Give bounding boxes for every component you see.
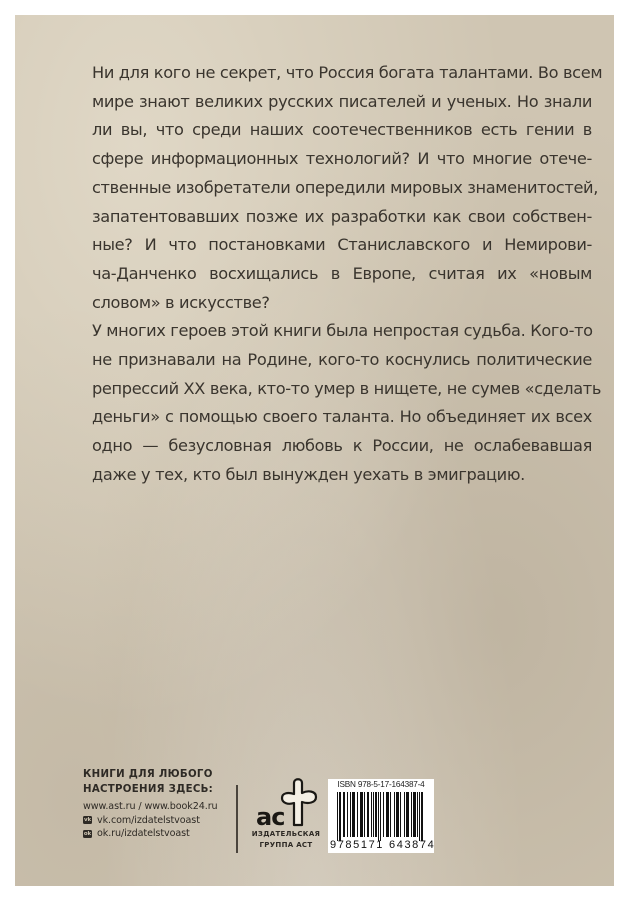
blurb-line: ча-Данченко восхищались в Европе, считая их «новым xyxy=(92,263,592,283)
vk-icon: vk xyxy=(83,817,92,824)
blurb-line: ные? И что постановками Станиславского и Немирови- xyxy=(92,235,592,255)
barcode-digits-left: 785171 xyxy=(337,839,385,851)
publisher-contacts xyxy=(83,768,233,841)
blurb-line: мире знают великих русских писателей и ученых. Но знали xyxy=(92,91,592,111)
ok-link-text: ok.ru/izdatelstvoast xyxy=(97,828,190,840)
svg-text:ac: ac xyxy=(256,803,285,829)
blurb-line: сфере информационных технологий? И что многие отече- xyxy=(92,149,592,169)
isbn-barcode xyxy=(328,779,434,853)
blurb-line: не признавали на Родине, кого-то коснулись политические xyxy=(92,350,592,370)
barcode-digits-right: 643874 xyxy=(389,839,436,851)
blurb-line: деньги» с помощью своего таланта. Но объединяет их всех xyxy=(92,407,592,427)
contacts-heading-line-2: НАСТРОЕНИЯ ЗДЕСЬ: xyxy=(83,783,214,795)
blurb-line: даже у тех, кто был вынужден уехать в эмиграцию. xyxy=(92,464,525,484)
blurb-line: запатентовавших позже их разработки как свои собствен- xyxy=(92,206,592,226)
barcode-digits xyxy=(330,839,434,851)
vk-link[interactable] xyxy=(83,814,233,828)
barcode-digit-first: 9 xyxy=(330,839,338,851)
publisher-caption-line-2: ГРУППА АСТ xyxy=(259,840,313,849)
blurb-line: Ни для кого не секрет, что Россия богата талантами. Во всем xyxy=(92,63,603,82)
book-back-cover xyxy=(15,15,614,886)
barcode-bars xyxy=(337,792,429,841)
ast-logo-icon xyxy=(252,775,322,829)
odnoklassniki-icon: ok xyxy=(83,830,92,837)
blurb-paragraph-1 xyxy=(92,59,603,317)
blurb-line: ли вы, что среди наших соотечественников есть гении в xyxy=(92,120,592,140)
isbn-label: ISBN 978-5-17-164387-4 xyxy=(337,780,425,789)
blurb-line: репрессий XX века, кто-то умер в нищете, не сумев «сделать xyxy=(92,378,602,398)
vk-link-text: vk.com/izdatelstvoast xyxy=(97,814,200,826)
blurb-line: У многих героев этой книги была непростая судьба. Кого-то xyxy=(92,321,593,341)
blurb-line: словом» в искусстве? xyxy=(92,292,270,312)
websites-link[interactable] xyxy=(83,800,233,814)
blurb-line: ственные изобретатели опередили мировых знаменитостей, xyxy=(92,177,599,197)
blurb-paragraph-2 xyxy=(92,317,602,489)
websites-text: www.ast.ru / www.book24.ru xyxy=(83,801,218,812)
ok-link[interactable] xyxy=(83,827,233,841)
footer-divider xyxy=(236,785,238,853)
contacts-heading-line-1: КНИГИ ДЛЯ ЛЮБОГО xyxy=(83,769,213,780)
blurb-text xyxy=(92,59,603,490)
publisher-caption-line-1: ИЗДАТЕЛЬСКАЯ xyxy=(251,830,321,838)
publisher-caption xyxy=(245,829,327,850)
blurb-line: одно — безусловная любовь к России, не ослабевавшая xyxy=(92,436,592,456)
